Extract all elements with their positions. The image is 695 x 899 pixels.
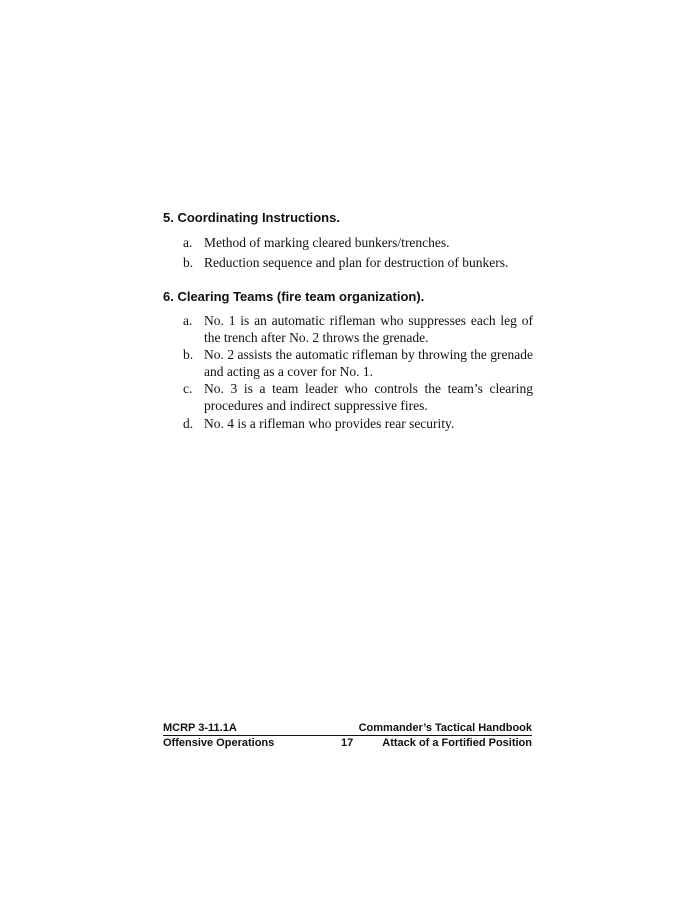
- list-marker: c.: [183, 381, 193, 396]
- footer-chapter: Offensive Operations: [163, 737, 275, 749]
- list-item: [183, 312, 533, 346]
- footer-top-row: [163, 721, 532, 736]
- footer-bottom-row: [163, 736, 532, 751]
- list-item-text: No. 3 is a team leader who controls the team’s clearing procedures and indirect suppressive fires.: [204, 381, 533, 413]
- list-item: [183, 346, 533, 380]
- footer-page-number: 17: [341, 737, 354, 749]
- list-marker: d.: [183, 416, 194, 431]
- footer-divider: [163, 735, 532, 736]
- list-item: [183, 254, 533, 271]
- list-item-text: Method of marking cleared bunkers/trenches.: [204, 235, 450, 250]
- list-item: [183, 380, 533, 414]
- list-item: [183, 234, 533, 251]
- section-heading-coordinating-instructions: 5. Coordinating Instructions.: [163, 210, 340, 225]
- footer-publication: MCRP 3-11.1A: [163, 722, 237, 734]
- list-item-text: Reduction sequence and plan for destruction of bunkers.: [204, 255, 509, 270]
- list-marker: a.: [183, 313, 193, 328]
- list-item: [183, 415, 533, 432]
- page-footer: [163, 721, 532, 751]
- list-marker: b.: [183, 347, 194, 362]
- list-item-text: No. 4 is a rifleman who provides rear security.: [204, 416, 455, 431]
- list-item-text: No. 1 is an automatic rifleman who suppresses each leg of the trench after No. 2 throws the grenade.: [204, 313, 533, 345]
- list-item-text: No. 2 assists the automatic rifleman by throwing the grenade and acting as a cover for No. 1.: [204, 347, 533, 379]
- footer-handbook-title: Commander’s Tactical Handbook: [358, 722, 532, 734]
- footer-topic: Attack of a Fortified Position: [382, 737, 532, 749]
- list-marker: a.: [183, 235, 193, 250]
- list-marker: b.: [183, 255, 194, 270]
- section-heading-clearing-teams: 6. Clearing Teams (fire team organization).: [163, 289, 425, 304]
